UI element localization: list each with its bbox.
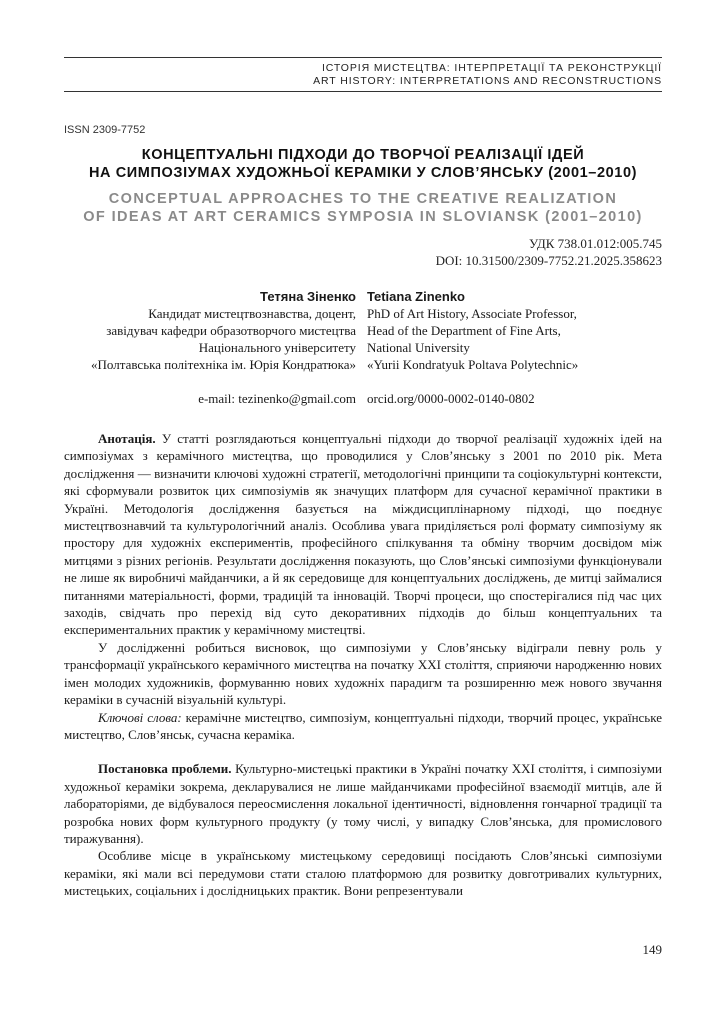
keywords-paragraph bbox=[64, 709, 662, 744]
running-header bbox=[64, 62, 662, 88]
doi-link[interactable]: DOI: 10.31500/2309-7752.21.2025.358623 bbox=[435, 253, 662, 268]
title-ua-line-1: КОНЦЕПТУАЛЬНІ ПІДХОДИ ДО ТВОРЧОЇ РЕАЛІЗАЦІЇ ІДЕЙ bbox=[141, 147, 585, 163]
running-header-ua: ІСТОРІЯ МИСТЕЦТВА: ІНТЕРПРЕТАЦІЇ ТА РЕКОНСТРУКЦІЇ bbox=[321, 62, 662, 74]
article-title-en bbox=[64, 190, 662, 226]
author-name-ua: Тетяна Зіненко bbox=[260, 289, 356, 304]
keywords-heading: Ключові слова: bbox=[98, 709, 182, 725]
author-affiliation-en-4: «Yurii Kondratyuk Poltava Polytechnic» bbox=[367, 357, 579, 372]
running-header-en: ART HISTORY: INTERPRETATIONS AND RECONSTRUCTIONS bbox=[313, 75, 662, 87]
classification-codes bbox=[436, 235, 662, 269]
title-ua-line-2: НА СИМПОЗІУМАХ ХУДОЖНЬОЇ КЕРАМІКИ У СЛОВ’ЯНСЬКУ (2001–2010) bbox=[88, 165, 638, 181]
title-en-line-2: OF IDEAS AT ART CERAMICS SYMPOSIA IN SLOVIANSK (2001–2010) bbox=[83, 209, 643, 225]
author-affiliation-en-1: PhD of Art History, Associate Professor, bbox=[367, 306, 577, 321]
author-orcid[interactable]: orcid.org/0000-0002-0140-0802 bbox=[367, 391, 535, 406]
author-name-en: Tetiana Zinenko bbox=[367, 289, 465, 304]
title-en-line-1: CONCEPTUAL APPROACHES TO THE CREATIVE REALIZATION bbox=[108, 191, 618, 207]
problem-paragraph-2: Особливе місце в українському мистецькому середовищі посідають Слов’янські симпозіуми кераміки, які мали всі передумови стати сталою платформою для розвитку довготривалих культурних, мистецьких, соціальних і дослідницьких практик. Вони репрезентували bbox=[64, 848, 662, 899]
header-bottom-rule bbox=[64, 91, 662, 92]
udk-code: УДК 738.01.012:005.745 bbox=[528, 236, 662, 251]
abstract-paragraph-2: У дослідженні робиться висновок, що симпозіуми у Слов’янську відіграли певну роль у трансформації українського керамічного мистецтва на початку XXI століття, сприяючи народженню нових імен молодих художників, формуванню нових художніх парадигм та розширенню меж нового звучання кераміки в сучасній візуальній культурі. bbox=[64, 639, 662, 708]
author-email[interactable]: e-mail: tezinenko@gmail.com bbox=[198, 391, 356, 406]
header-top-rule bbox=[64, 57, 662, 58]
author-block-ua bbox=[64, 288, 356, 407]
problem-heading: Постановка проблеми. bbox=[98, 761, 232, 777]
author-affiliation-en-2: Head of the Department of Fine Arts, bbox=[367, 323, 561, 338]
author-affiliation-ua-1: Кандидат мистецтвознавства, доцент, bbox=[148, 306, 356, 321]
problem-text-1: Культурно-мистецькі практики в Україні початку XXI століття, і симпозіуми художньої кераміки зокрема, декларувалися не лише майданчиками професійної взаємодії митців, але й лабораторіями, де відбувалося переосмислення локальної ідентичності, відновлення гончарної традиції та розробка нових форм культурного продукту (у тому числі, у випадку Слов’янська, для промислового тиражування). bbox=[64, 761, 662, 846]
keywords-text: керамічне мистецтво, симпозіум, концептуальні підходи, творчий процес, українське мистецтво, Слов’янськ, сучасна кераміка. bbox=[64, 709, 662, 742]
problem-paragraph-1 bbox=[64, 760, 662, 847]
author-affiliation-ua-4: «Полтавська політехніка ім. Юрія Кондратюка» bbox=[91, 357, 356, 372]
issn: ISSN 2309-7752 bbox=[64, 124, 146, 136]
author-affiliation-ua-2: завідувач кафедри образотворчого мистецтва bbox=[106, 323, 356, 338]
abstract-heading: Анотація. bbox=[98, 431, 156, 446]
article-body bbox=[64, 430, 662, 900]
abstract-text-1: У статті розглядаються концептуальні підходи до творчої реалізації художніх ідей на симпозіумах з керамічного мистецтва, що проводилися у Слов’янську з 2001 по 2010 рік. Мета дослідження — визначити ключові художні стратегії, методологічні принципи та соціокультурні контексти, які сформували розвиток цих симпозіумів як значущих платформ для сучасної керамічної практики в Україні. Методологія дослідження базується на міждисциплінарному підході, що поєднує мистецтвознавчий та культурологічний аналіз. Особлива увага приділяється ролі формату симпозіуму як простору для художніх експериментів, професійного спілкування та обміну творчим досвідом між митцями з різних регіонів. Результати дослідження показують, що Слов’янські симпозіуми функціонували не лише як виробничі майданчики, а й як середовище для концептуальних досліджень, де митці займалися питаннями матеріальності, форми, традицій та інновацій. Творчі процеси, що спостерігалися під час цих заходів, свідчать про перехід від суто декоративних підходів до більш концептуальних та експериментальних практик у керамічному мистецтві. bbox=[64, 431, 662, 638]
abstract-paragraph-1 bbox=[64, 430, 662, 639]
page-number: 149 bbox=[642, 942, 662, 957]
author-affiliation-en-3: National University bbox=[367, 340, 470, 355]
author-affiliation-ua-3: Національного університету bbox=[198, 340, 356, 355]
author-block-en bbox=[367, 288, 663, 407]
article-title-ua bbox=[64, 146, 662, 182]
